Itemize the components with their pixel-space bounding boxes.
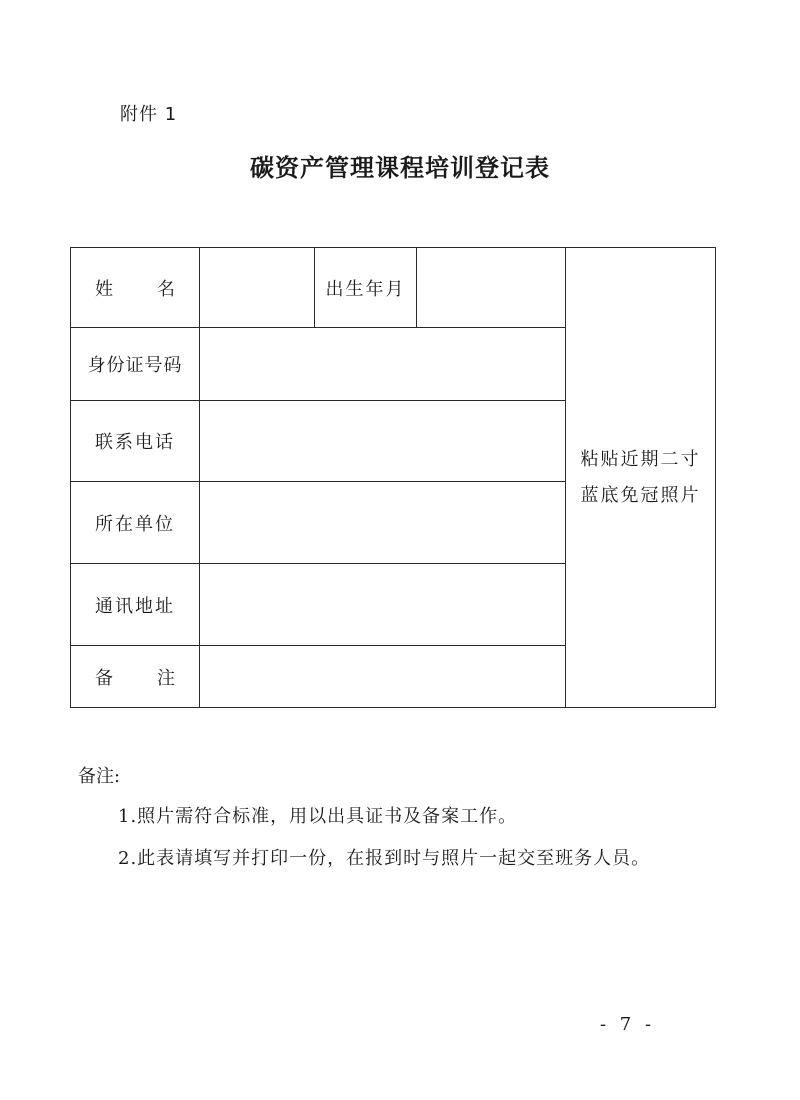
remarks-field[interactable] [200,646,566,708]
remarks-label-char-2: 注 [157,667,175,689]
name-label [71,248,200,328]
note-item-2: 2.此表请填写并打印一份，在报到时与照片一起交至班务人员。 [118,848,651,869]
registration-form-table [70,247,716,708]
name-label-char-2: 名 [157,278,175,300]
notes-heading: 备注: [78,766,121,787]
phone-label: 联系电话 [71,401,200,482]
org-field[interactable] [200,482,566,564]
photo-area[interactable] [566,248,716,708]
address-label: 通讯地址 [71,564,200,646]
dob-field[interactable] [417,248,566,328]
phone-field[interactable] [200,401,566,482]
attachment-label: 附件 1 [120,104,178,125]
name-field[interactable] [200,248,315,328]
page-number: - 7 - [600,1014,656,1035]
form-row-name [71,248,716,328]
remarks-label-char-1: 备 [95,667,113,689]
org-label: 所在单位 [71,482,200,564]
form-title: 碳资产管理课程培训登记表 [250,154,550,182]
dob-label: 出生年月 [315,248,417,328]
name-label-char-1: 姓 [95,278,113,300]
id-label: 身份证号码 [71,328,200,401]
id-field[interactable] [200,328,566,401]
photo-instruction-line-1: 粘贴近期二寸 [580,448,701,470]
address-field[interactable] [200,564,566,646]
remarks-label [71,646,200,708]
photo-instruction-line-2: 蓝底免冠照片 [580,484,701,506]
note-item-1: 1.照片需符合标准，用以出具证书及备案工作。 [118,806,518,827]
